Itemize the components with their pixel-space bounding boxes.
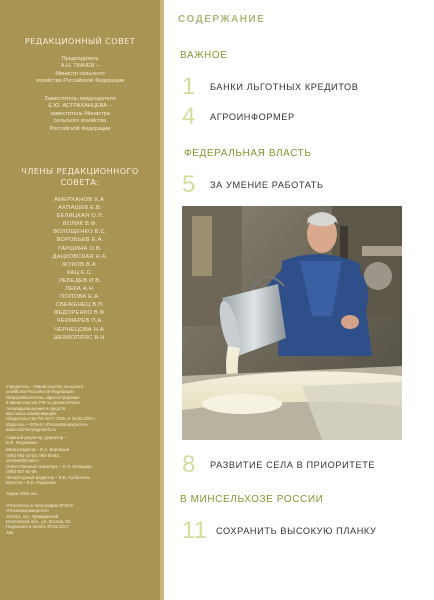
deputy-line: Е.Ю. АСТРАХАНЦЕВА – <box>48 103 112 110</box>
member-name: ГАРШИНА О.В. <box>58 245 102 252</box>
deputy-line: заместитель Министра <box>50 110 110 117</box>
toc-entry[interactable] <box>182 74 432 100</box>
imprint-line: Зак. <box>6 529 15 535</box>
imprint <box>6 384 152 537</box>
entry-title: РАЗВИТИЕ СЕЛА В ПРИОРИТЕТЕ <box>210 460 376 470</box>
member-name: БЕЛИЦКАЯ О.Л. <box>56 213 104 220</box>
members-heading-line: СОВЕТА: <box>60 177 100 187</box>
imprint-line: Верстка – Е.Е. Радыгина <box>6 479 56 485</box>
chair-line: Министр сельского <box>55 70 105 77</box>
member-name: ВОЛИК В.Ф. <box>62 221 98 228</box>
section-heading-important: ВАЖНОЕ <box>180 50 228 61</box>
imprint-line: в Министерстве РФ по делам печати, <box>6 400 81 406</box>
imprint-line: Издатель – ФГБНУ «Росинформагротех» <box>6 421 88 427</box>
editorial-sidebar <box>0 0 160 600</box>
member-name: ЧЕРНЕЦОВА Н.А. <box>54 326 106 333</box>
chair-line: хозяйства Российской Федерации <box>35 78 125 85</box>
deputy-line: Российской Федерации <box>49 125 111 132</box>
imprint-contacts <box>6 447 152 485</box>
member-name: ШЕВКОПЛЯС В.Н. <box>53 334 107 341</box>
members-heading <box>0 166 160 188</box>
chair-info <box>0 56 160 86</box>
entry-title: СОХРАНИТЬ ВЫСОКУЮ ПЛАНКУ <box>216 526 377 536</box>
imprint-print <box>6 503 152 535</box>
deputy-line: сельского хозяйства <box>53 118 107 125</box>
member-name: АХПАШЕВ Е.В. <box>58 205 102 212</box>
member-name: СВЕЖЕНЕЦ В.П. <box>55 302 105 309</box>
imprint-line: Ответственный секретарь – О.Л. Белицкая <box>6 463 92 469</box>
imprint-line: Свидетельство ПИ №77-7285 от 19.02.2001 г. <box>6 416 97 422</box>
board-heading: РЕДАКЦИОННЫЙ СОВЕТ <box>24 36 136 46</box>
imprint-line: Отпечатано в типографии ФГБНУ <box>6 502 74 508</box>
member-name: ЖУКОВ В.А. <box>62 261 98 268</box>
members-heading-line: ЧЛЕНЫ РЕДАКЦИОННОГО <box>21 166 139 176</box>
toc-title: СОДЕРЖАНИЕ <box>178 14 266 25</box>
imprint-chief-editor <box>6 435 152 446</box>
imprint-line: хозяйства Российской Федерации. <box>6 389 75 395</box>
member-name: ВОЛОЩЕНКО В.С. <box>53 229 107 236</box>
deputy-line: Заместитель председателя <box>44 96 116 102</box>
member-name: КАЦ Е.С. <box>66 269 94 276</box>
member-name: ФЕДОРЕНКО В.Ф. <box>53 310 107 317</box>
imprint-line: (495) 993-44-04, 993-55-83, <box>6 452 60 458</box>
member-name: ЛЕБЕДЕВ И.В. <box>58 277 102 284</box>
member-name: АМЕРХАНОВ Х.А. <box>54 197 106 203</box>
imprint-line: Учредитель – Министерство сельского <box>6 384 84 389</box>
imprint-line: www.rosinformagrotech.ru <box>6 427 56 433</box>
member-name: ЧЕКМАРЕВ П.А. <box>56 318 104 325</box>
entry-title: ЗА УМЕНИЕ РАБОТАТЬ <box>210 180 324 190</box>
member-name: ВОРОБЬЕВ Е.А. <box>56 237 104 244</box>
chair-line: А.Н. ТКАЧЕВ – <box>60 63 100 70</box>
imprint-line: vorob48@mail.ru <box>6 458 39 464</box>
imprint-line: Шеф-редактор – Е.А. Воробьев <box>6 447 70 453</box>
page-number: 4 <box>182 103 196 130</box>
member-name: ПОПОВА Е.А. <box>60 294 100 301</box>
imprint-line: В.Ф. Федоренко <box>6 440 38 446</box>
imprint-line: 141261, пос. Правдинский <box>6 513 59 519</box>
article-photo <box>182 206 402 440</box>
imprint-line: Информбюллетень зарегистрирован <box>6 394 80 400</box>
toc-entry[interactable] <box>182 104 432 130</box>
page-number: 11 <box>182 517 207 544</box>
imprint-line: Главный редактор, директор – <box>6 434 67 440</box>
imprint-circulation: Тираж 4000 экз. <box>6 491 38 497</box>
section-heading-ministry: В МИНСЕЛЬХОЗЕ РОССИИ <box>180 494 324 505</box>
toc-entry[interactable] <box>182 518 432 544</box>
imprint-line: (495) 607-62-85 <box>6 469 37 475</box>
table-of-contents <box>164 0 434 600</box>
member-name: ЛЕКА А.Н. <box>65 286 95 293</box>
chair-line: Председатель <box>61 56 99 62</box>
imprint-founder <box>6 384 152 433</box>
entry-title: БАНКИ ЛЬГОТНЫХ КРЕДИТОВ <box>210 82 359 92</box>
farmer-pouring-milk-illustration <box>182 206 402 440</box>
toc-entry[interactable] <box>182 172 432 198</box>
page-number: 8 <box>182 451 196 478</box>
page-number: 5 <box>182 171 196 198</box>
deputy-info <box>0 96 160 133</box>
imprint-line: массовых коммуникаций. <box>6 411 57 417</box>
imprint-line: Подписано в печать 20.02.2017 <box>6 524 69 530</box>
page-number: 1 <box>182 73 196 100</box>
section-heading-federal: ФЕДЕРАЛЬНАЯ ВЛАСТЬ <box>184 148 312 159</box>
imprint-line: Литературный редактор – Е.В. Субботина <box>6 474 90 480</box>
members-list <box>0 196 160 342</box>
imprint-line: Московской обл., ул. Лесная, 60. <box>6 518 72 524</box>
entry-title: АГРОИНФОРМЕР <box>210 112 295 122</box>
toc-entry[interactable] <box>182 452 432 478</box>
imprint-line: телерадиовещания и средств <box>6 405 66 411</box>
imprint-line: «Росинформагротех» <box>6 508 50 514</box>
member-name: ДАЦКОВСКАЯ Н.А. <box>52 253 108 260</box>
